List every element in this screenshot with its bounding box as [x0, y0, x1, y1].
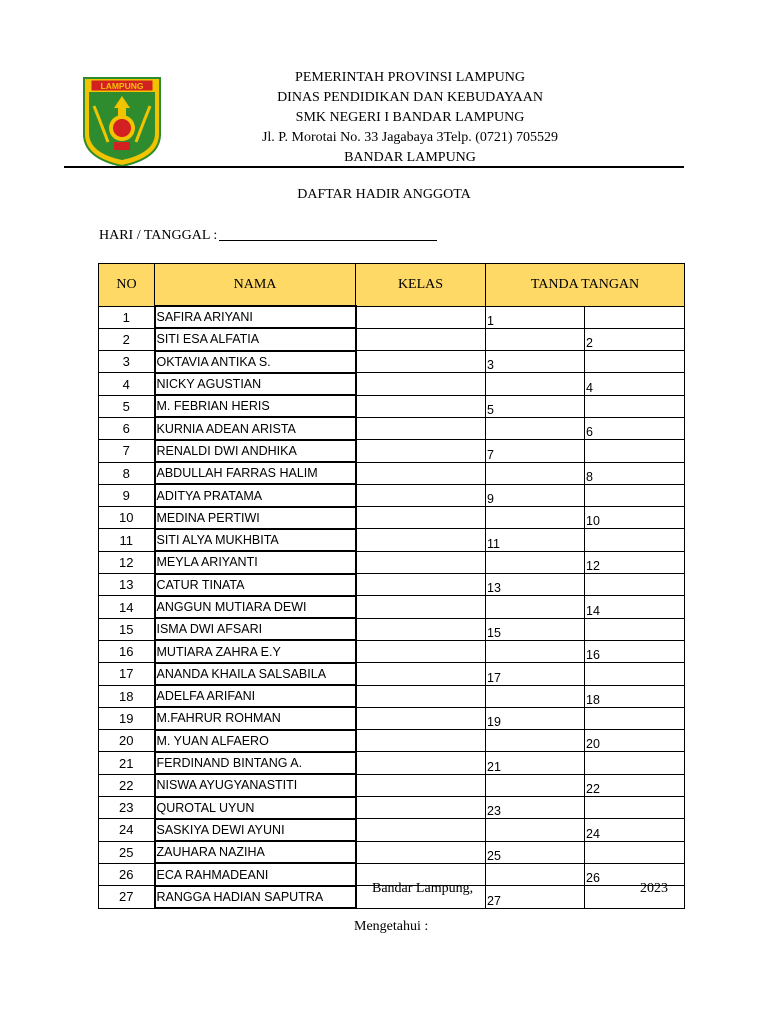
row-signature-right: 18	[585, 685, 685, 707]
row-kelas	[356, 596, 486, 618]
header-line-5: BANDAR LAMPUNG	[344, 150, 476, 165]
row-signature-left: 27	[486, 886, 585, 908]
row-signature-left: 9	[486, 484, 585, 506]
row-kelas	[356, 774, 486, 796]
table-row	[99, 663, 685, 685]
header-line-2: DINAS PENDIDIKAN DAN KEBUDAYAAN	[277, 90, 543, 105]
row-signature-right: 8	[585, 462, 685, 484]
row-kelas	[356, 819, 486, 841]
row-number: 12	[99, 551, 155, 573]
footer-year: 2023	[640, 881, 668, 896]
row-number: 25	[99, 841, 155, 863]
row-name: NICKY AGUSTIAN	[155, 373, 356, 395]
row-number: 11	[99, 529, 155, 551]
header-tanda-tangan: TANDA TANGAN	[486, 264, 685, 307]
row-signature-left	[486, 730, 585, 752]
row-name: ISMA DWI AFSARI	[155, 618, 356, 640]
header-nama: NAMA	[155, 264, 356, 307]
row-signature-left: 7	[486, 440, 585, 462]
row-signature-right	[585, 841, 685, 863]
row-signature-right: 6	[585, 417, 685, 439]
table-row	[99, 707, 685, 729]
document-title: DAFTAR HADIR ANGGOTA	[297, 187, 471, 202]
row-signature-right	[585, 618, 685, 640]
row-number: 2	[99, 328, 155, 350]
row-name: MEYLA ARIYANTI	[155, 551, 356, 573]
row-kelas	[356, 440, 486, 462]
row-kelas	[356, 551, 486, 573]
row-signature-right	[585, 351, 685, 373]
header-line-1: PEMERINTAH PROVINSI LAMPUNG	[295, 70, 525, 85]
date-label: HARI / TANGGAL :	[99, 228, 218, 243]
table-row	[99, 373, 685, 395]
row-number: 4	[99, 373, 155, 395]
header-line-4: Jl. P. Morotai No. 33 Jagabaya 3Telp. (0721) 705529	[261, 130, 559, 145]
row-signature-right: 4	[585, 373, 685, 395]
row-number: 13	[99, 574, 155, 596]
row-name: OKTAVIA ANTIKA S.	[155, 351, 356, 373]
row-signature-right: 14	[585, 596, 685, 618]
row-signature-left	[486, 417, 585, 439]
date-row	[99, 226, 437, 244]
row-signature-left	[486, 373, 585, 395]
row-kelas	[356, 574, 486, 596]
row-number: 23	[99, 797, 155, 819]
row-name: MUTIARA ZAHRA E.Y	[155, 640, 356, 662]
row-signature-left: 1	[486, 306, 585, 328]
row-signature-left: 5	[486, 395, 585, 417]
row-name: M.FAHRUR ROHMAN	[155, 707, 356, 729]
table-row	[99, 685, 685, 707]
table-row	[99, 596, 685, 618]
row-kelas	[356, 306, 486, 328]
header-kelas: KELAS	[356, 264, 486, 307]
row-name: ABDULLAH FARRAS HALIM	[155, 462, 356, 484]
table-header-row	[99, 264, 685, 307]
row-signature-right	[585, 529, 685, 551]
row-signature-right: 12	[585, 551, 685, 573]
row-name: FERDINAND BINTANG A.	[155, 752, 356, 774]
row-signature-right	[585, 797, 685, 819]
row-name: QUROTAL UYUN	[155, 797, 356, 819]
row-signature-right: 20	[585, 730, 685, 752]
row-name: RANGGA HADIAN SAPUTRA	[155, 886, 356, 908]
row-signature-left	[486, 819, 585, 841]
table-row	[99, 484, 685, 506]
row-signature-left	[486, 640, 585, 662]
table-row	[99, 529, 685, 551]
row-kelas	[356, 797, 486, 819]
row-number: 22	[99, 774, 155, 796]
row-signature-left	[486, 507, 585, 529]
row-signature-left	[486, 863, 585, 885]
row-number: 7	[99, 440, 155, 462]
row-signature-left	[486, 551, 585, 573]
lampung-emblem-icon	[82, 76, 162, 168]
row-name: RENALDI DWI ANDHIKA	[155, 440, 356, 462]
row-name: ADITYA PRATAMA	[155, 484, 356, 506]
row-signature-right	[585, 574, 685, 596]
row-signature-right: 22	[585, 774, 685, 796]
table-row	[99, 574, 685, 596]
row-number: 17	[99, 663, 155, 685]
row-kelas	[356, 730, 486, 752]
row-signature-left: 3	[486, 351, 585, 373]
row-name: MEDINA PERTIWI	[155, 507, 356, 529]
row-number: 6	[99, 417, 155, 439]
date-blank-line	[219, 226, 437, 241]
row-number: 15	[99, 618, 155, 640]
row-signature-right: 10	[585, 507, 685, 529]
row-name: ECA RAHMADEANI	[155, 863, 356, 885]
table-row	[99, 507, 685, 529]
footer-city: Bandar Lampung,	[372, 881, 474, 896]
row-kelas	[356, 328, 486, 350]
row-signature-left: 13	[486, 574, 585, 596]
row-kelas	[356, 417, 486, 439]
attendance-table	[98, 263, 685, 909]
table-row	[99, 774, 685, 796]
row-name: KURNIA ADEAN ARISTA	[155, 417, 356, 439]
table-row	[99, 640, 685, 662]
row-kelas	[356, 351, 486, 373]
table-row	[99, 819, 685, 841]
table-row	[99, 752, 685, 774]
row-kelas	[356, 663, 486, 685]
row-kelas	[356, 685, 486, 707]
row-name: M. FEBRIAN HERIS	[155, 395, 356, 417]
table-row	[99, 440, 685, 462]
row-kelas	[356, 484, 486, 506]
row-number: 14	[99, 596, 155, 618]
row-number: 27	[99, 886, 155, 908]
letterhead	[160, 68, 660, 168]
row-signature-right	[585, 752, 685, 774]
row-name: M. YUAN ALFAERO	[155, 730, 356, 752]
row-signature-right: 16	[585, 640, 685, 662]
row-kelas	[356, 395, 486, 417]
row-signature-right	[585, 484, 685, 506]
row-name: SITI ALYA MUKHBITA	[155, 529, 356, 551]
row-kelas	[356, 462, 486, 484]
table-row	[99, 395, 685, 417]
row-signature-left: 11	[486, 529, 585, 551]
svg-text:LAMPUNG: LAMPUNG	[100, 81, 144, 91]
row-signature-right: 2	[585, 328, 685, 350]
row-kelas	[356, 529, 486, 551]
row-signature-left	[486, 596, 585, 618]
row-number: 8	[99, 462, 155, 484]
row-signature-left: 25	[486, 841, 585, 863]
row-signature-right	[585, 886, 685, 908]
table-row	[99, 618, 685, 640]
footer-acknowledge: Mengetahui :	[354, 919, 429, 934]
header-no: NO	[99, 264, 155, 307]
table-row	[99, 417, 685, 439]
row-number: 20	[99, 730, 155, 752]
row-signature-left: 21	[486, 752, 585, 774]
row-number: 18	[99, 685, 155, 707]
row-name: SITI ESA ALFATIA	[155, 328, 356, 350]
row-signature-left	[486, 462, 585, 484]
row-number: 3	[99, 351, 155, 373]
row-name: SAFIRA ARIYANI	[155, 306, 356, 328]
table-row	[99, 797, 685, 819]
row-kelas	[356, 373, 486, 395]
row-kelas	[356, 640, 486, 662]
row-name: ANANDA KHAILA SALSABILA	[155, 663, 356, 685]
row-signature-right: 24	[585, 819, 685, 841]
row-signature-left: 23	[486, 797, 585, 819]
row-signature-left: 15	[486, 618, 585, 640]
row-name: ZAUHARA NAZIHA	[155, 841, 356, 863]
row-kelas	[356, 752, 486, 774]
row-kelas	[356, 841, 486, 863]
row-number: 26	[99, 863, 155, 885]
row-signature-right: 26	[585, 863, 685, 885]
row-name: SASKIYA DEWI AYUNI	[155, 819, 356, 841]
table-row	[99, 351, 685, 373]
table-row	[99, 462, 685, 484]
row-number: 16	[99, 640, 155, 662]
row-signature-right	[585, 306, 685, 328]
row-number: 19	[99, 707, 155, 729]
row-signature-left: 17	[486, 663, 585, 685]
table-row	[99, 730, 685, 752]
table-row	[99, 328, 685, 350]
header-divider	[64, 166, 684, 168]
row-signature-right	[585, 707, 685, 729]
row-signature-left	[486, 685, 585, 707]
row-number: 1	[99, 306, 155, 328]
row-signature-left	[486, 328, 585, 350]
row-number: 21	[99, 752, 155, 774]
row-name: NISWA AYUGYANASTITI	[155, 774, 356, 796]
row-kelas	[356, 507, 486, 529]
row-signature-right	[585, 663, 685, 685]
table-row	[99, 551, 685, 573]
row-kelas	[356, 618, 486, 640]
row-signature-right	[585, 440, 685, 462]
row-signature-left: 19	[486, 707, 585, 729]
row-kelas	[356, 707, 486, 729]
row-number: 10	[99, 507, 155, 529]
row-number: 9	[99, 484, 155, 506]
header-line-3: SMK NEGERI I BANDAR LAMPUNG	[295, 110, 525, 125]
table-row	[99, 841, 685, 863]
row-name: ANGGUN MUTIARA DEWI	[155, 596, 356, 618]
row-signature-right	[585, 395, 685, 417]
row-signature-left	[486, 774, 585, 796]
row-name: ADELFA ARIFANI	[155, 685, 356, 707]
row-name: CATUR TINATA	[155, 574, 356, 596]
row-number: 5	[99, 395, 155, 417]
table-row	[99, 306, 685, 328]
row-number: 24	[99, 819, 155, 841]
